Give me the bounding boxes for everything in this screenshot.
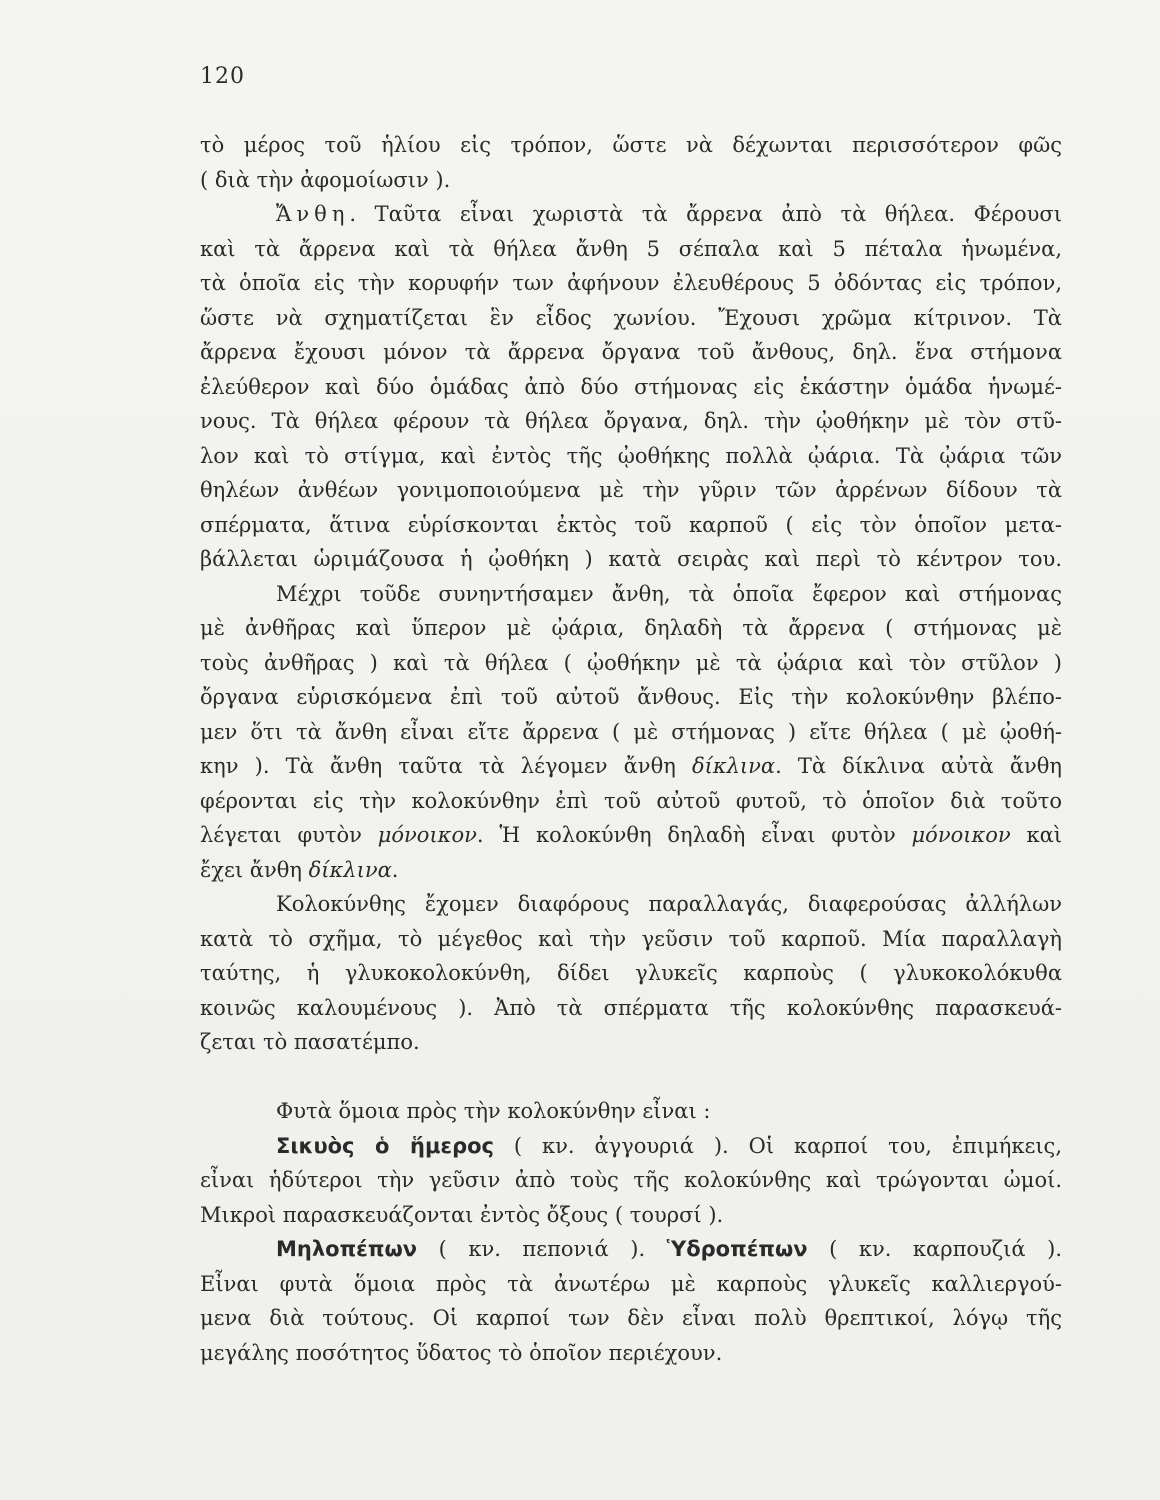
text-line: εἶναι ἡδύτεροι τὴν γεῦσιν ἀπὸ τοὺς τῆς κολοκύνθης καὶ τρώγονται ὠμοί. bbox=[200, 1168, 1062, 1192]
text-line: Μέχρι τοῦδε συνηντήσαμεν ἄνθη, τὰ ὁποῖα ἔφερον καὶ στήμονας bbox=[276, 581, 1062, 606]
text-line: ἐλεύθερον καὶ δύο ὁμάδας ἀπὸ δύο στήμονας εἰς ἑκάστην ὁμάδα ἡνωμέ- bbox=[200, 374, 1062, 399]
text-line: Φυτὰ ὅμοια πρὸς τὴν κολοκύνθην εἶναι : bbox=[276, 1099, 711, 1123]
text-span: ἔχει ἄνθη bbox=[200, 857, 309, 882]
text-line: τὸ μέρος τοῦ ἡλίου εἰς τρόπον, ὥστε νὰ δέχωνται περισσότερον φῶς bbox=[200, 133, 1062, 157]
paragraph bbox=[200, 197, 1062, 577]
text-span: . bbox=[391, 857, 399, 882]
text-line bbox=[200, 197, 1062, 232]
text-line: Μικροὶ παρασκευάζονται ἐντὸς ὄξους ( τουρσί ). bbox=[200, 1202, 724, 1227]
text-span: καὶ bbox=[1010, 823, 1062, 847]
text-line: σπέρματα, ἅτινα εὑρίσκονται ἐκτὸς τοῦ καρποῦ ( εἰς τὸν ὁποῖον μετα- bbox=[200, 512, 1062, 537]
text-line bbox=[200, 818, 1062, 853]
text-span: ( κν. πεπονιά ). bbox=[417, 1237, 667, 1261]
page-number: 120 bbox=[200, 64, 245, 89]
paragraph bbox=[200, 577, 1062, 888]
text-line: ὥστε νὰ σχηματίζεται ἓν εἶδος χωνίου. Ἔχουσι χρῶμα κίτρινον. Τὰ bbox=[200, 305, 1062, 330]
text-line: Εἶναι φυτὰ ὅμοια πρὸς τὰ ἀνωτέρω μὲ καρποὺς γλυκεῖς καλλιεργού- bbox=[200, 1271, 1062, 1296]
body-text bbox=[200, 128, 1062, 1370]
text-line: ζεται τὸ πασατέμπο. bbox=[200, 1030, 420, 1054]
text-line: ταύτης, ἡ γλυκοκολοκύνθη, δίδει γλυκεῖς καρποὺς ( γλυκοκολόκυθα bbox=[200, 961, 1062, 985]
paragraph bbox=[200, 1232, 1062, 1370]
text-line: μεγάλης ποσότητος ὕδατος τὸ ὁποῖον περιέχουν. bbox=[200, 1340, 723, 1365]
text-line: τοὺς ἀνθῆρας ) καὶ τὰ θήλεα ( ᾠοθήκην μὲ τὰ ᾠάρια καὶ τὸν στῦλον ) bbox=[200, 650, 1062, 675]
text-span: ( κν. ἀγγουριά ). Οἱ καρποί του, ἐπιμήκεις, bbox=[494, 1133, 1062, 1158]
text-line: κοινῶς καλουμένους ). Ἀπὸ τὰ σπέρματα τῆς κολοκύνθης παρασκευά- bbox=[200, 995, 1062, 1020]
italic-term: μόνοικον bbox=[377, 823, 477, 847]
text-span: . Ταῦτα εἶναι χωριστὰ τὰ ἄρρενα ἀπὸ τὰ θήλεα. Φέρουσι bbox=[349, 202, 1062, 226]
paragraph bbox=[200, 887, 1062, 1060]
text-line: φέρονται εἰς τὴν κολοκύνθην ἐπὶ τοῦ αὐτοῦ φυτοῦ, τὸ ὁποῖον διὰ τοῦτο bbox=[200, 788, 1062, 813]
text-span: κην ). Τὰ ἄνθη ταῦτα τὰ λέγομεν ἄνθη bbox=[200, 754, 692, 778]
section-heading: Ἄνθη bbox=[276, 202, 350, 226]
text-line: μενα διὰ τούτους. Οἱ καρποί των δὲν εἶναι πολὺ θρεπτικοί, λόγῳ τῆς bbox=[200, 1306, 1062, 1330]
text-line: ( διὰ τὴν ἀφομοίωσιν ). bbox=[200, 167, 451, 192]
text-line bbox=[200, 749, 1062, 784]
text-line: καὶ τὰ ἄρρενα καὶ τὰ θήλεα ἄνθη 5 σέπαλα καὶ 5 πέταλα ἡνωμένα, bbox=[200, 236, 1062, 261]
text-line: νους. Τὰ θήλεα φέρουν τὰ θήλεα ὄργανα, δηλ. τὴν ᾠοθήκην μὲ τὸν στῦ- bbox=[200, 409, 1062, 433]
text-line bbox=[200, 1232, 1062, 1267]
text-line bbox=[200, 1129, 1062, 1164]
text-line: κατὰ τὸ σχῆμα, τὸ μέγεθος καὶ τὴν γεῦσιν τοῦ καρποῦ. Μία παραλλαγὴ bbox=[200, 926, 1062, 951]
text-line: βάλλεται ὡριμάζουσα ἡ ᾠοθήκη ) κατὰ σειρὰς καὶ περὶ τὸ κέντρον του. bbox=[200, 547, 1062, 571]
italic-term: δίκλινα bbox=[691, 754, 776, 778]
text-span: ( κν. καρπουζιά ). bbox=[807, 1237, 1062, 1261]
text-line: ὄργανα εὑρισκόμενα ἐπὶ τοῦ αὐτοῦ ἄνθους. Εἰς τὴν κολοκύνθην βλέπο- bbox=[200, 685, 1062, 709]
text-line bbox=[200, 853, 1062, 888]
paragraph bbox=[200, 128, 1062, 197]
paragraph-gap bbox=[200, 1060, 1062, 1095]
text-span: . Τὰ δίκλινα αὐτὰ ἄνθη bbox=[775, 754, 1062, 778]
text-line: ἄρρενα ἔχουσι μόνον τὰ ἄρρενα ὄργανα τοῦ ἄνθους, δηλ. ἕνα στήμονα bbox=[200, 340, 1062, 364]
text-line: λον καὶ τὸ στίγμα, καὶ ἐντὸς τῆς ᾠοθήκης πολλὰ ᾠάρια. Τὰ ᾠάρια τῶν bbox=[200, 443, 1062, 468]
text-line: μὲ ἀνθῆρας καὶ ὕπερον μὲ ᾠάρια, δηλαδὴ τὰ ἄρρενα ( στήμονας μὲ bbox=[200, 616, 1062, 640]
text-span: . Ἡ κολοκύνθη δηλαδὴ εἶναι φυτὸν bbox=[476, 823, 912, 847]
text-span: λέγεται φυτὸν bbox=[200, 823, 378, 847]
paragraph bbox=[200, 1129, 1062, 1233]
plant-name-bold: Σικυὸς ὁ ἥμερος bbox=[276, 1133, 495, 1158]
text-line: τὰ ὁποῖα εἰς τὴν κορυφήν των ἀφήνουν ἐλευθέρους 5 ὀδόντας εἰς τρόπον, bbox=[200, 271, 1062, 295]
paragraph bbox=[200, 1094, 1062, 1129]
italic-term: μόνοικον bbox=[911, 823, 1011, 847]
plant-name-bold: Ὑδροπέπων bbox=[666, 1237, 808, 1261]
text-line: Κολοκύνθης ἔχομεν διαφόρους παραλλαγάς, διαφερούσας ἀλλήλων bbox=[276, 892, 1062, 916]
italic-term: δίκλινα bbox=[308, 857, 392, 882]
text-line: μεν ὅτι τὰ ἄνθη εἶναι εἴτε ἄρρενα ( μὲ στήμονας ) εἴτε θήλεα ( μὲ ᾠοθή- bbox=[200, 719, 1062, 744]
plant-name-bold: Μηλοπέπων bbox=[276, 1237, 418, 1261]
text-line: θηλέων ἀνθέων γονιμοποιούμενα μὲ τὴν γῦριν τῶν ἀρρένων δίδουν τὰ bbox=[200, 478, 1062, 502]
